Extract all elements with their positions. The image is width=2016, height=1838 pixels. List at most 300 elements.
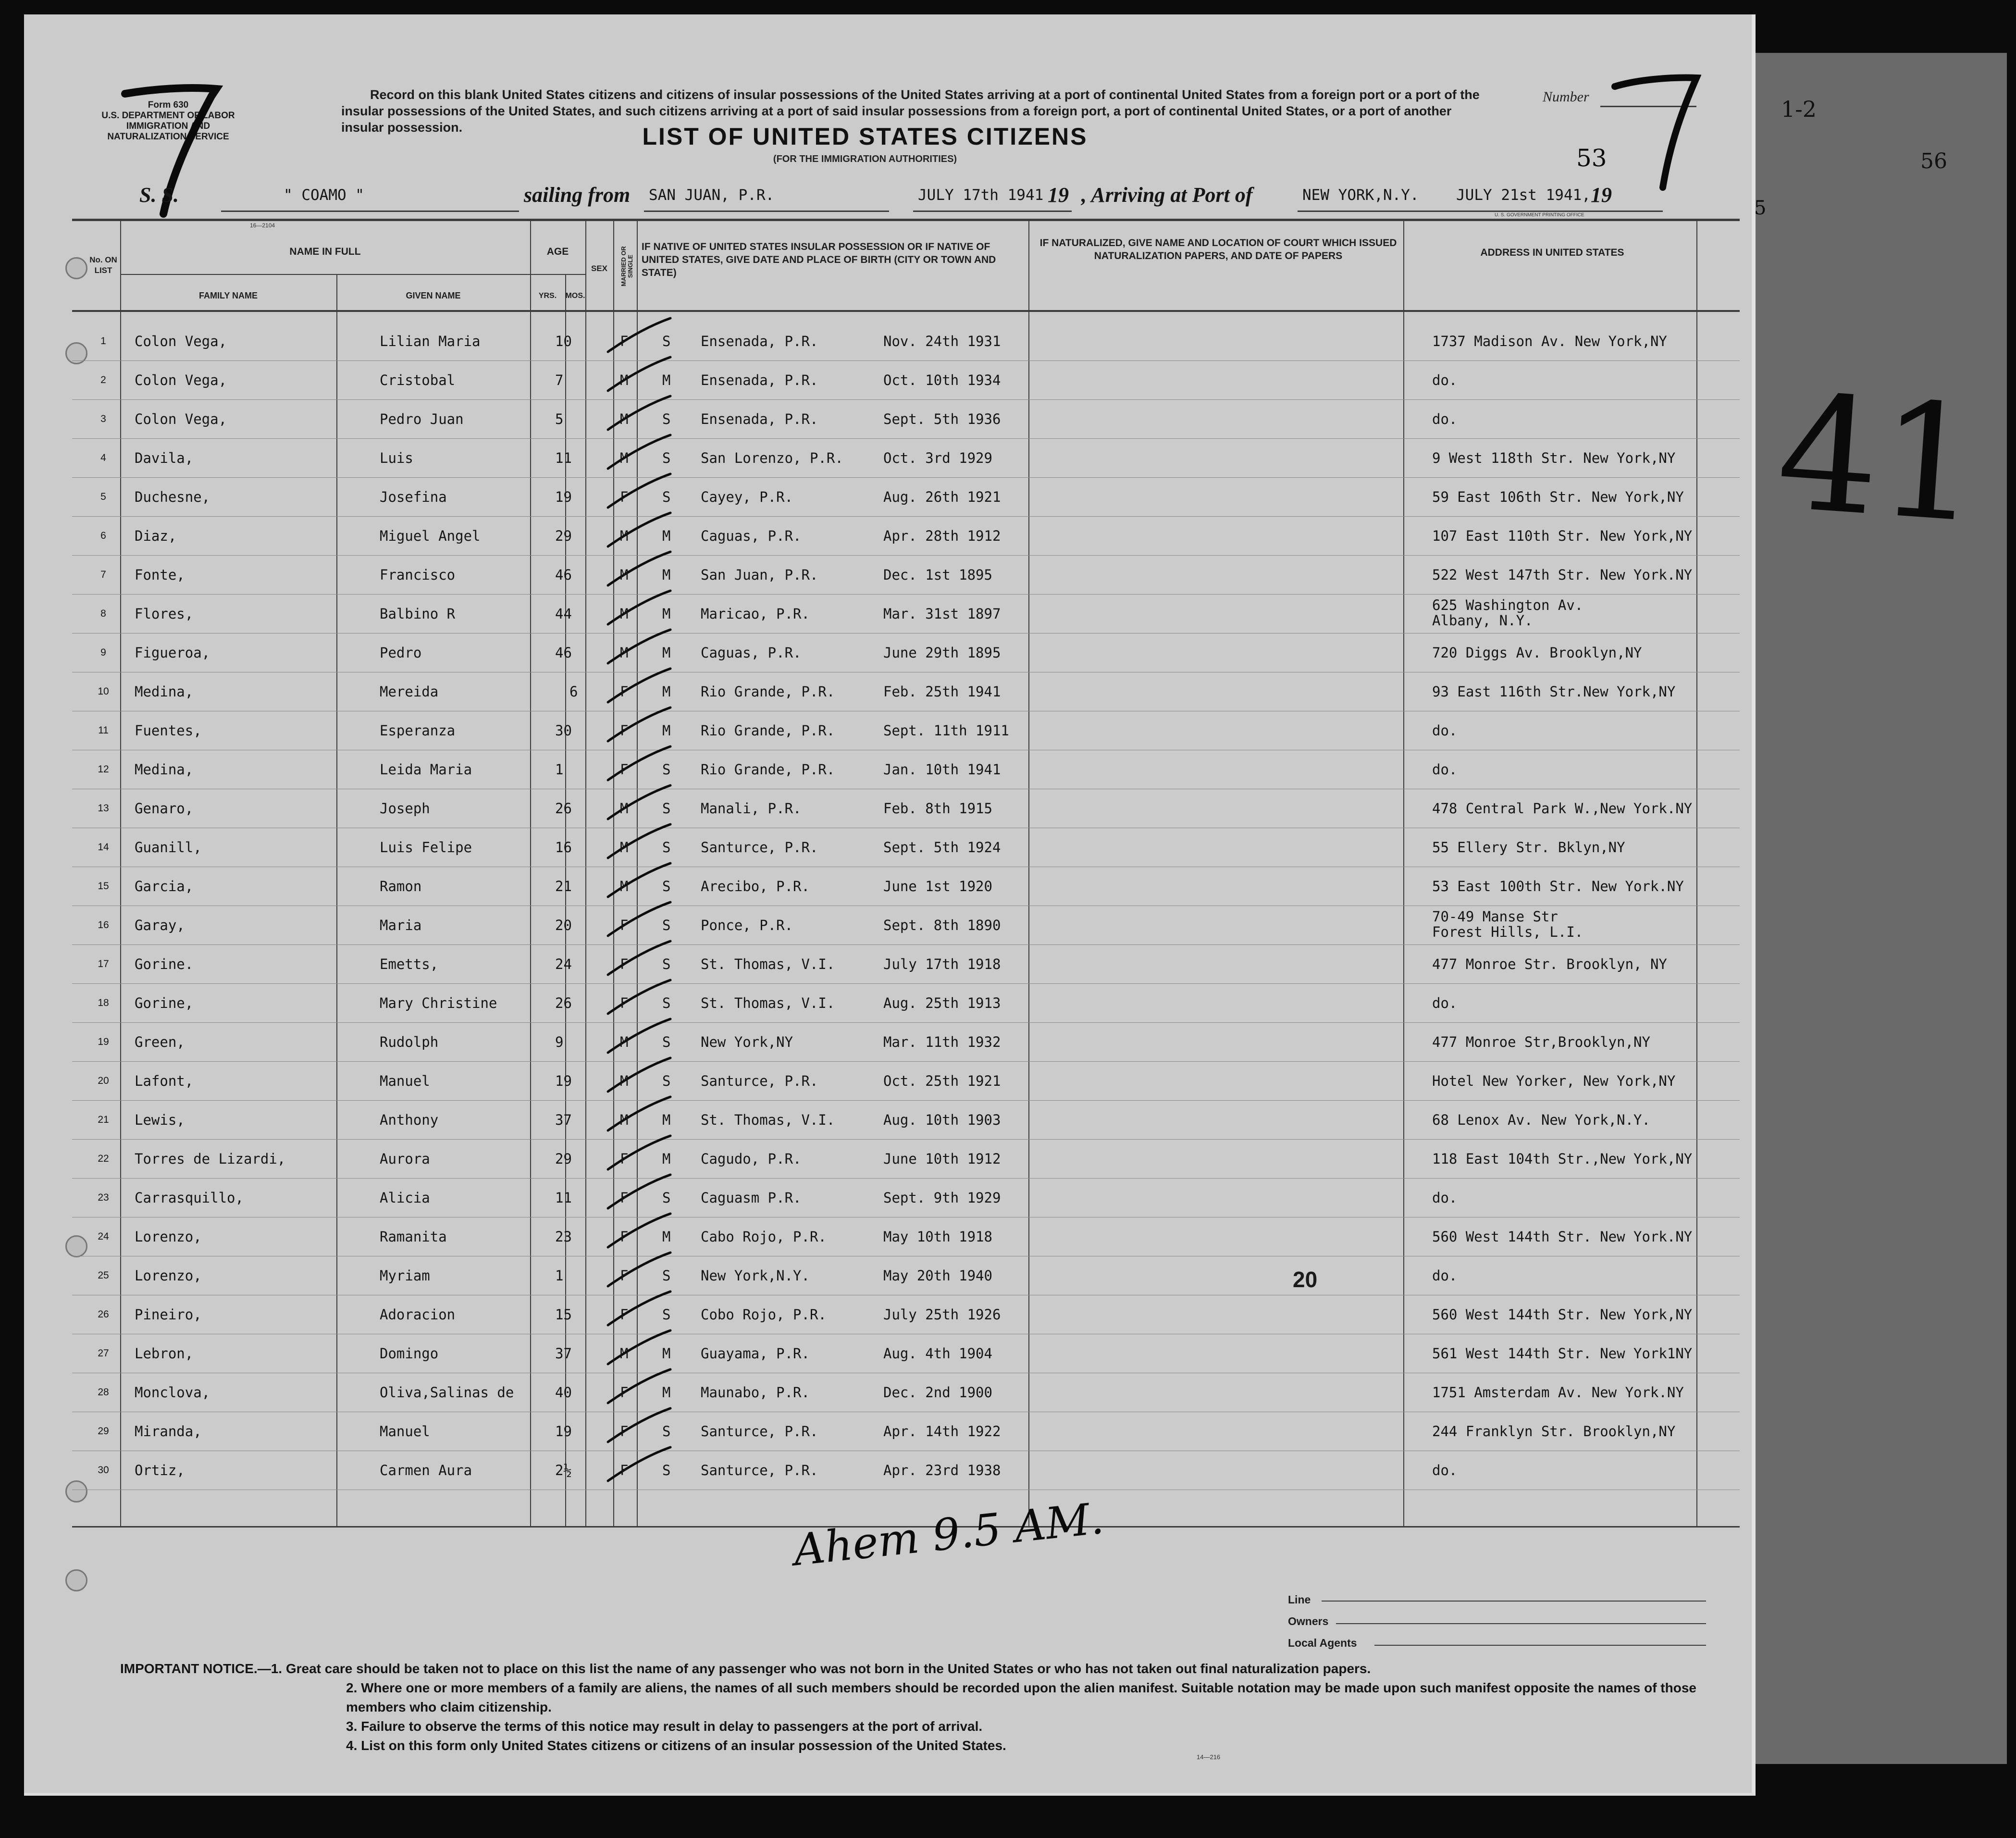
age-years-cell: 1 xyxy=(555,761,564,778)
year-prefix-arrival: 19 xyxy=(1591,183,1612,207)
table-header-bottom-rule xyxy=(72,310,1740,312)
birth-date-cell: July 17th 1918 xyxy=(883,956,1001,972)
birth-date-cell: June 10th 1912 xyxy=(883,1151,1001,1167)
sailing-from: SAN JUAN, P.R. xyxy=(649,186,775,204)
print-code-bottom: 14—216 xyxy=(1197,1753,1221,1761)
table-row xyxy=(87,1179,1735,1217)
marital-status-cell: M xyxy=(662,1229,671,1245)
family-name-cell: Lorenzo, xyxy=(135,1267,202,1284)
table-row xyxy=(87,672,1735,711)
address-cell: 478 Central Park W.,New York.NY xyxy=(1432,800,1693,817)
back-five: 5 xyxy=(1754,197,1767,219)
row-number: 4 xyxy=(100,452,106,463)
sex-cell: M xyxy=(620,567,629,583)
given-name-cell: Cristobal xyxy=(380,372,456,388)
sex-cell: M xyxy=(620,645,629,661)
birth-place-cell: New York,N.Y. xyxy=(701,1267,810,1284)
birth-date-cell: Feb. 25th 1941 xyxy=(883,683,1001,700)
row-number: 16 xyxy=(98,919,109,931)
given-name-cell: Pedro xyxy=(380,645,422,661)
given-name-cell: Aurora xyxy=(380,1151,430,1167)
marital-status-cell: M xyxy=(662,645,671,661)
birth-date-cell: Aug. 4th 1904 xyxy=(883,1345,992,1362)
age-years-cell: 40 xyxy=(555,1384,572,1401)
marital-status-cell: S xyxy=(662,917,671,933)
sex-cell: M xyxy=(620,372,629,388)
form-number: Form 630 xyxy=(148,100,189,110)
marital-status-cell: S xyxy=(662,489,671,505)
given-name-cell: Esperanza xyxy=(380,722,456,739)
agent-line-label: Line xyxy=(1288,1593,1311,1606)
address-cell: 1751 Amsterdam Av. New York.NY xyxy=(1432,1384,1684,1401)
family-name-cell: Duchesne, xyxy=(135,489,210,505)
address-cell: 68 Lenox Av. New York,N.Y. xyxy=(1432,1112,1650,1128)
marital-status-cell: M xyxy=(662,372,671,388)
birth-place-cell: New York,NY xyxy=(701,1034,793,1050)
arrival-date: JULY 21st 1941, xyxy=(1456,186,1591,204)
sailing-label: sailing from xyxy=(524,183,631,207)
family-name-cell: Gorine, xyxy=(135,995,194,1011)
age-subheader-rule xyxy=(530,274,585,275)
birth-date-cell: Feb. 8th 1915 xyxy=(883,800,992,817)
family-name-cell: Torres de Lizardi, xyxy=(135,1151,286,1167)
address-cell: do. xyxy=(1432,1190,1458,1206)
birth-date-cell: Dec. 1st 1895 xyxy=(883,567,992,583)
header-yrs: YRS. xyxy=(538,292,557,300)
table-row xyxy=(87,633,1735,672)
sex-cell: F xyxy=(620,722,629,739)
sex-cell: F xyxy=(620,995,629,1011)
age-years-cell: 46 xyxy=(555,645,572,661)
table-row xyxy=(87,1451,1735,1490)
address-cell: 9 West 118th Str. New York,NY xyxy=(1432,450,1676,466)
sex-cell: F xyxy=(620,1151,629,1167)
row-number: 19 xyxy=(98,1036,109,1047)
table-row xyxy=(87,711,1735,750)
age-years-cell: 23 xyxy=(555,1229,572,1245)
handwritten-list-number-right xyxy=(1610,67,1701,192)
table-row xyxy=(87,361,1735,399)
sex-cell: M xyxy=(620,800,629,817)
given-name-cell: Luis Felipe xyxy=(380,839,472,856)
back-page-number: 56 xyxy=(1920,149,1947,174)
family-name-cell: Pineiro, xyxy=(135,1306,202,1323)
sex-cell: F xyxy=(620,683,629,700)
number-label-text: Number xyxy=(1543,89,1589,105)
given-name-cell: Luis xyxy=(380,450,413,466)
family-name-cell: Colon Vega, xyxy=(135,372,227,388)
table-row xyxy=(87,1062,1735,1100)
table-row xyxy=(87,1217,1735,1256)
number-label xyxy=(1543,89,1589,105)
birth-place-cell: Cobo Rojo, P.R. xyxy=(701,1306,827,1323)
sex-cell: M xyxy=(620,878,629,894)
given-name-cell: Ramanita xyxy=(380,1229,447,1245)
sex-cell: F xyxy=(620,1306,629,1323)
birth-date-cell: Mar. 31st 1897 xyxy=(883,606,1001,622)
row-number: 10 xyxy=(98,686,109,697)
age-years-cell: 20 xyxy=(555,917,572,933)
age-years-cell: 26 xyxy=(555,800,572,817)
important-notice xyxy=(120,1659,1706,1755)
header-naturalized: IF NATURALIZED, GIVE NAME AND LOCATION OF COURT WHICH ISSUED NATURALIZATION PAPERS, AND DATE OF PAPERS xyxy=(1039,237,1397,261)
notice-heading: IMPORTANT NOTICE.— xyxy=(120,1661,271,1676)
age-years-cell: 9 xyxy=(555,1034,564,1050)
table-row xyxy=(87,828,1735,867)
sex-cell: F xyxy=(620,956,629,972)
sailing-underline xyxy=(644,211,889,212)
birth-place-cell: Ensenada, P.R. xyxy=(701,372,818,388)
family-name-cell: Monclova, xyxy=(135,1384,210,1401)
row-number: 12 xyxy=(98,764,109,775)
birth-date-cell: Apr. 28th 1912 xyxy=(883,528,1001,544)
age-years-cell: 10 xyxy=(555,333,572,349)
given-name-cell: Joseph xyxy=(380,800,430,817)
family-name-cell: Gorine. xyxy=(135,956,194,972)
marital-status-cell: S xyxy=(662,878,671,894)
sex-cell: M xyxy=(620,528,629,544)
birth-place-cell: Caguas, P.R. xyxy=(701,645,802,661)
birth-date-cell: Sept. 11th 1911 xyxy=(883,722,1009,739)
table-row xyxy=(87,439,1735,477)
marital-status-cell: S xyxy=(662,1267,671,1284)
row-number: 27 xyxy=(98,1348,109,1359)
birth-date-cell: Dec. 2nd 1900 xyxy=(883,1384,992,1401)
sex-cell: M xyxy=(620,1112,629,1128)
inspector-signature: Ahem 9.5 AM. xyxy=(791,1493,1106,1576)
address-cell: 560 West 144th Str. New York.NY xyxy=(1432,1229,1693,1245)
binder-hole xyxy=(65,1569,87,1591)
sex-cell: F xyxy=(620,761,629,778)
age-years-cell: 19 xyxy=(555,1423,572,1440)
handwritten-side-number: 41 xyxy=(1772,360,1986,559)
birth-place-cell: Santurce, P.R. xyxy=(701,1462,818,1478)
address-cell: do. xyxy=(1432,372,1458,388)
arriving-label: , Arriving at Port of xyxy=(1081,183,1253,207)
row-number: 23 xyxy=(98,1192,109,1203)
marital-status-cell: S xyxy=(662,333,671,349)
address-cell: 59 East 106th Str. New York,NY xyxy=(1432,489,1684,505)
birth-date-cell: Mar. 11th 1932 xyxy=(883,1034,1001,1050)
row-number: 8 xyxy=(100,608,106,619)
binder-hole xyxy=(65,342,87,364)
table-row xyxy=(87,1295,1735,1334)
given-name-cell: Anthony xyxy=(380,1112,439,1128)
row-number: 9 xyxy=(100,647,106,658)
age-years-cell: 30 xyxy=(555,722,572,739)
address-cell: 561 West 144th Str. New York1NY xyxy=(1432,1345,1693,1362)
age-years-cell: 11 xyxy=(555,450,572,466)
given-name-cell: Ramon xyxy=(380,878,422,894)
print-code-top: 16—2104 xyxy=(250,222,275,229)
family-name-cell: Miranda, xyxy=(135,1423,202,1440)
table-row xyxy=(87,906,1735,944)
family-name-cell: Colon Vega, xyxy=(135,333,227,349)
marital-status-cell: M xyxy=(662,528,671,544)
sex-cell: M xyxy=(620,411,629,427)
family-name-cell: Medina, xyxy=(135,761,194,778)
header-address: ADDRESS IN UNITED STATES xyxy=(1480,247,1624,258)
birth-place-cell: St. Thomas, V.I. xyxy=(701,995,835,1011)
table-row xyxy=(87,1334,1735,1373)
table-row xyxy=(87,478,1735,516)
marital-status-cell: S xyxy=(662,1462,671,1478)
year-prefix-sailing: 19 xyxy=(1048,183,1069,207)
birth-place-cell: Manali, P.R. xyxy=(701,800,802,817)
birth-date-cell: Oct. 25th 1921 xyxy=(883,1073,1001,1089)
family-name-cell: Fonte, xyxy=(135,567,185,583)
age-years-cell: 16 xyxy=(555,839,572,856)
given-name-cell: Alicia xyxy=(380,1190,430,1206)
address-cell: 93 East 116th Str.New York,NY xyxy=(1432,683,1676,700)
family-name-cell: Garay, xyxy=(135,917,185,933)
row-number: 14 xyxy=(98,842,109,853)
birth-date-cell: Sept. 5th 1936 xyxy=(883,411,1001,427)
back-sheet xyxy=(1720,53,2007,1764)
marital-status-cell: S xyxy=(662,1190,671,1206)
family-name-cell: Davila, xyxy=(135,450,194,466)
address-line2-cell: Albany, N.Y. xyxy=(1432,612,1533,629)
service-name-1: IMMIGRATION AND xyxy=(126,121,210,131)
address-cell: 625 Washington Av. xyxy=(1432,597,1583,613)
address-cell: 70-49 Manse Str xyxy=(1432,908,1558,925)
name-subheader-rule xyxy=(120,274,530,275)
address-cell: do. xyxy=(1432,1462,1458,1478)
arrival-port: NEW YORK,N.Y. xyxy=(1302,186,1419,204)
address-cell: 55 Ellery Str. Bklyn,NY xyxy=(1432,839,1625,856)
row-number: 5 xyxy=(100,491,106,502)
family-name-cell: Lafont, xyxy=(135,1073,194,1089)
family-name-cell: Medina, xyxy=(135,683,194,700)
birth-place-cell: Santurce, P.R. xyxy=(701,1423,818,1440)
table-top-rule xyxy=(72,219,1740,221)
manifest-page xyxy=(24,14,1756,1796)
given-name-cell: Carmen Aura xyxy=(380,1462,472,1478)
marital-status-cell: S xyxy=(662,1423,671,1440)
age-years-cell: 5 xyxy=(555,411,564,427)
birth-date-cell: July 25th 1926 xyxy=(883,1306,1001,1323)
table-row xyxy=(87,1101,1735,1139)
family-name-cell: Garcia, xyxy=(135,878,194,894)
birth-place-cell: St. Thomas, V.I. xyxy=(701,956,835,972)
family-name-cell: Guanill, xyxy=(135,839,202,856)
birth-date-cell: Aug. 10th 1903 xyxy=(883,1112,1001,1128)
form-subtitle: (FOR THE IMMIGRATION AUTHORITIES) xyxy=(773,154,957,164)
address-cell: 118 East 104th Str.,New York,NY xyxy=(1432,1151,1693,1167)
given-name-cell: Mary Christine xyxy=(380,995,497,1011)
age-years-cell: 19 xyxy=(555,1073,572,1089)
family-name-cell: Fuentes, xyxy=(135,722,202,739)
age-years-cell: 37 xyxy=(555,1345,572,1362)
address-cell: do. xyxy=(1432,761,1458,778)
row-number: 25 xyxy=(98,1270,109,1281)
birth-date-cell: May 10th 1918 xyxy=(883,1229,992,1245)
table-row xyxy=(87,322,1735,360)
birth-date-cell: Oct. 10th 1934 xyxy=(883,372,1001,388)
row-number: 29 xyxy=(98,1426,109,1437)
birth-date-cell: Sept. 9th 1929 xyxy=(883,1190,1001,1206)
given-name-cell: Pedro Juan xyxy=(380,411,464,427)
row-number: 6 xyxy=(100,530,106,541)
sex-cell: M xyxy=(620,1345,629,1362)
birth-place-cell: Guayama, P.R. xyxy=(701,1345,810,1362)
ship-underline xyxy=(221,211,519,212)
row-number: 21 xyxy=(98,1114,109,1125)
given-name-cell: Josefina xyxy=(380,489,447,505)
table-row xyxy=(87,517,1735,555)
age-years-cell: 21 xyxy=(555,878,572,894)
address-cell: do. xyxy=(1432,1267,1458,1284)
birth-place-cell: St. Thomas, V.I. xyxy=(701,1112,835,1128)
header-mos: MOS. xyxy=(565,292,585,300)
given-name-cell: Rudolph xyxy=(380,1034,439,1050)
given-name-cell: Manuel xyxy=(380,1423,430,1440)
family-name-cell: Colon Vega, xyxy=(135,411,227,427)
table-row xyxy=(87,1023,1735,1061)
table-row xyxy=(87,984,1735,1022)
birth-date-cell: Aug. 26th 1921 xyxy=(883,489,1001,505)
notice-item-3: 3. Failure to observe the terms of this notice may result in delay to passengers at the port of arrival. xyxy=(346,1719,983,1734)
birth-place-cell: Cayey, P.R. xyxy=(701,489,793,505)
given-name-cell: Emetts, xyxy=(380,956,439,972)
address-cell: Hotel New Yorker, New York,NY xyxy=(1432,1073,1676,1089)
header-given-name: GIVEN NAME xyxy=(406,291,461,300)
birth-place-cell: San Juan, P.R. xyxy=(701,567,818,583)
family-name-cell: Diaz, xyxy=(135,528,177,544)
table-row xyxy=(87,595,1735,633)
row-number: 17 xyxy=(98,958,109,969)
marital-status-cell: S xyxy=(662,1034,671,1050)
binder-hole xyxy=(65,1235,87,1257)
row-number: 7 xyxy=(100,569,106,580)
marital-status-cell: S xyxy=(662,761,671,778)
address-cell: 477 Monroe Str. Brooklyn, NY xyxy=(1432,956,1667,972)
age-years-cell: 26 xyxy=(555,995,572,1011)
age-years-cell: 7 xyxy=(555,372,564,388)
birth-place-cell: Caguas, P.R. xyxy=(701,528,802,544)
table-row xyxy=(87,1373,1735,1412)
birth-place-cell: Maunabo, P.R. xyxy=(701,1384,810,1401)
sex-cell: F xyxy=(620,1229,629,1245)
age-years-cell: 29 xyxy=(555,1151,572,1167)
age-months-cell: 6 xyxy=(569,683,578,700)
birth-date-cell: June 1st 1920 xyxy=(883,878,992,894)
birth-date-cell: Sept. 8th 1890 xyxy=(883,917,1001,933)
birth-place-cell: Arecibo, P.R. xyxy=(701,878,810,894)
sex-cell: F xyxy=(620,489,629,505)
age-years-cell: 37 xyxy=(555,1112,572,1128)
family-name-cell: Lorenzo, xyxy=(135,1229,202,1245)
marital-status-cell: S xyxy=(662,1306,671,1323)
address-cell: 522 West 147th Str. New York.NY xyxy=(1432,567,1693,583)
family-name-cell: Figueroa, xyxy=(135,645,210,661)
sex-cell: F xyxy=(620,1384,629,1401)
record-instructions: Record on this blank United States citizens and citizens of insular possessions of the United States arriving at a port of continental United States from a foreign port or a port of the insular possessions of the United States, and such citizens arriving at a port of said insular possessions from a foreign port, a port of continental United States, or a port of another insular possession. xyxy=(341,87,1480,135)
given-name-cell: Oliva,Salinas de xyxy=(380,1384,514,1401)
sex-cell: F xyxy=(620,1423,629,1440)
arrival-underline xyxy=(1298,211,1663,212)
family-name-cell: Genaro, xyxy=(135,800,194,817)
header-name-in-full: NAME IN FULL xyxy=(289,246,361,257)
given-name-cell: Domingo xyxy=(380,1345,439,1362)
marital-status-cell: M xyxy=(662,1151,671,1167)
marital-status-cell: S xyxy=(662,839,671,856)
given-name-cell: Mereida xyxy=(380,683,439,700)
row-number: 13 xyxy=(98,803,109,814)
row-number: 20 xyxy=(98,1075,109,1086)
given-name-cell: Francisco xyxy=(380,567,456,583)
form-title: LIST OF UNITED STATES CITIZENS xyxy=(642,123,1088,150)
marital-status-cell: S xyxy=(662,450,671,466)
table-row xyxy=(87,750,1735,789)
table-row xyxy=(87,945,1735,983)
row-number: 15 xyxy=(98,881,109,892)
birth-date-cell: Nov. 24th 1931 xyxy=(883,333,1001,349)
marital-status-cell: S xyxy=(662,995,671,1011)
marital-status-cell: S xyxy=(662,411,671,427)
sex-cell: M xyxy=(620,839,629,856)
sex-cell: M xyxy=(620,450,629,466)
agent-line-rule xyxy=(1322,1601,1706,1602)
row-number: 2 xyxy=(100,374,106,385)
given-name-cell: Leida Maria xyxy=(380,761,472,778)
table-row xyxy=(87,789,1735,828)
age-years-cell: 44 xyxy=(555,606,572,622)
given-name-cell: Adoracion xyxy=(380,1306,456,1323)
sex-cell: M xyxy=(620,1034,629,1050)
address-cell: 720 Diggs Av. Brooklyn,NY xyxy=(1432,645,1642,661)
ss-label: S. S. xyxy=(139,183,179,207)
marital-status-cell: M xyxy=(662,567,671,583)
department-name: U.S. DEPARTMENT OF LABOR xyxy=(101,111,235,121)
row-number: 1 xyxy=(100,335,106,347)
given-name-cell: Manuel xyxy=(380,1073,430,1089)
header-family-name: FAMILY NAME xyxy=(198,291,258,300)
service-name-2: NATURALIZATION SERVICE xyxy=(107,132,229,142)
address-cell: 107 East 110th Str. New York,NY xyxy=(1432,528,1693,544)
ship-name: " COAMO " xyxy=(284,186,364,204)
header-married-or-single: MARRIED OR SINGLE xyxy=(620,246,634,286)
header-native: IF NATIVE OF UNITED STATES INSULAR POSSESSION OR IF NATIVE OF UNITED STATES, GIVE DATE AND PLACE OF BIRTH (CITY OR TOWN AND STATE) xyxy=(642,241,996,278)
birth-date-cell: Sept. 5th 1924 xyxy=(883,839,1001,856)
sex-cell: M xyxy=(620,606,629,622)
birth-place-cell: Rio Grande, P.R. xyxy=(701,722,835,739)
table-row xyxy=(87,400,1735,438)
family-name-cell: Ortiz, xyxy=(135,1462,185,1478)
agent-local-agents-label: Local Agents xyxy=(1288,1637,1357,1649)
age-years-cell: 46 xyxy=(555,567,572,583)
print-office-note: U. S. GOVERNMENT PRINTING OFFICE xyxy=(1495,212,1584,218)
notice-item-1 xyxy=(120,1659,1706,1678)
marital-status-cell: M xyxy=(662,606,671,622)
birth-place-cell: Rio Grande, P.R. xyxy=(701,761,835,778)
age-years-cell: 24 xyxy=(555,956,572,972)
age-years-cell: 11 xyxy=(555,1190,572,1206)
marital-status-cell: M xyxy=(662,722,671,739)
birth-place-cell: Cagudo, P.R. xyxy=(701,1151,802,1167)
birth-place-cell: Ensenada, P.R. xyxy=(701,411,818,427)
row-number: 18 xyxy=(98,997,109,1008)
row-number: 11 xyxy=(98,725,109,736)
age-years-cell: 1 xyxy=(555,1267,564,1284)
table-row xyxy=(87,1256,1735,1295)
sex-cell: F xyxy=(620,1462,629,1478)
given-name-cell: Lilian Maria xyxy=(380,333,481,349)
given-name-cell: Miguel Angel xyxy=(380,528,481,544)
marital-status-cell: M xyxy=(662,1345,671,1362)
given-name-cell: Balbino R xyxy=(380,606,456,622)
birth-date-cell: Jan. 10th 1941 xyxy=(883,761,1001,778)
